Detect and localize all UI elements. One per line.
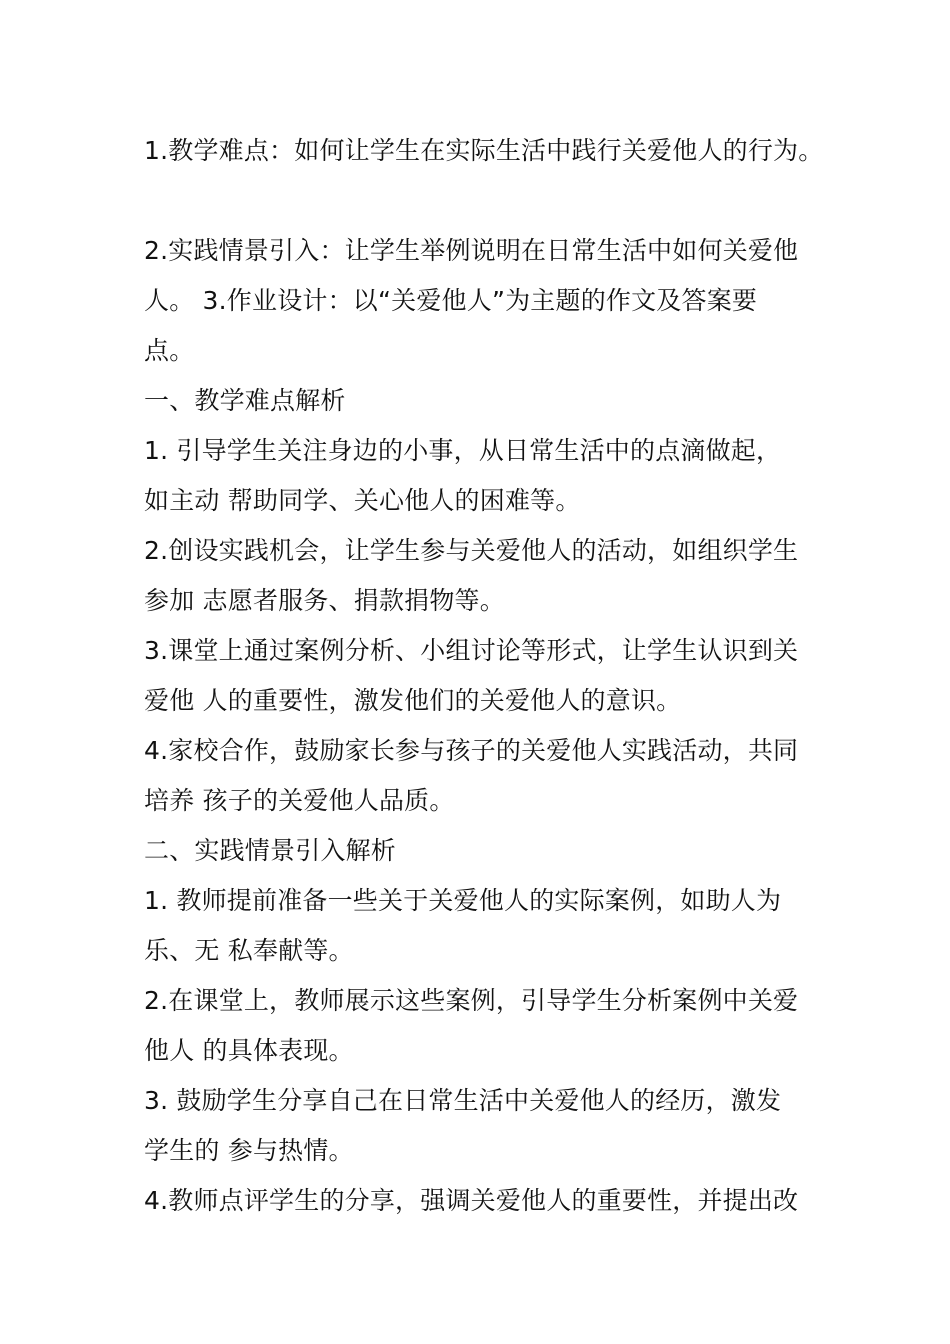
text-line-difficulty-summary: 1.教学难点：如何让学生在实际生活中践行关爱他人的行为。 (144, 136, 824, 165)
text-line: 培养 孩子的关爱他人品质。 (144, 786, 455, 815)
text-line: 2.创设实践机会，让学生参与关爱他人的活动，如组织学生 (144, 536, 799, 565)
text-line-homework-design: 人。 3.作业设计：以“关爱他人”为主题的作文及答案要 (144, 286, 758, 315)
text-line-practice-intro: 2.实践情景引入：让学生举例说明在日常生活中如何关爱他 (144, 236, 799, 265)
text-line: 他人 的具体表现。 (144, 1036, 354, 1065)
text-line: 爱他 人的重要性，激发他们的关爱他人的意识。 (144, 686, 682, 715)
text-line: 如主动 帮助同学、关心他人的困难等。 (144, 486, 581, 515)
text-line: 3.课堂上通过案例分析、小组讨论等形式，让学生认识到关 (144, 636, 799, 665)
text-line: 3. 鼓励学生分享自己在日常生活中关爱他人的经历，激发 (144, 1086, 782, 1115)
text-line: 1. 引导学生关注身边的小事，从日常生活中的点滴做起， (144, 436, 782, 465)
text-line: 点。 (144, 336, 195, 365)
text-line: 4.家校合作，鼓励家长参与孩子的关爱他人实践活动，共同 (144, 736, 799, 765)
text-line: 学生的 参与热情。 (144, 1136, 354, 1165)
section-heading-difficulty-analysis: 一、教学难点解析 (144, 386, 346, 415)
text-line: 参加 志愿者服务、捐款捐物等。 (144, 586, 505, 615)
text-line: 4.教师点评学生的分享，强调关爱他人的重要性，并提出改 (144, 1186, 799, 1215)
text-line: 乐、无 私奉献等。 (144, 936, 354, 965)
text-line: 2.在课堂上，教师展示这些案例，引导学生分析案例中关爱 (144, 986, 799, 1015)
text-line: 1. 教师提前准备一些关于关爱他人的实际案例，如助人为 (144, 886, 782, 915)
section-heading-practice-analysis: 二、实践情景引入解析 (144, 836, 397, 865)
